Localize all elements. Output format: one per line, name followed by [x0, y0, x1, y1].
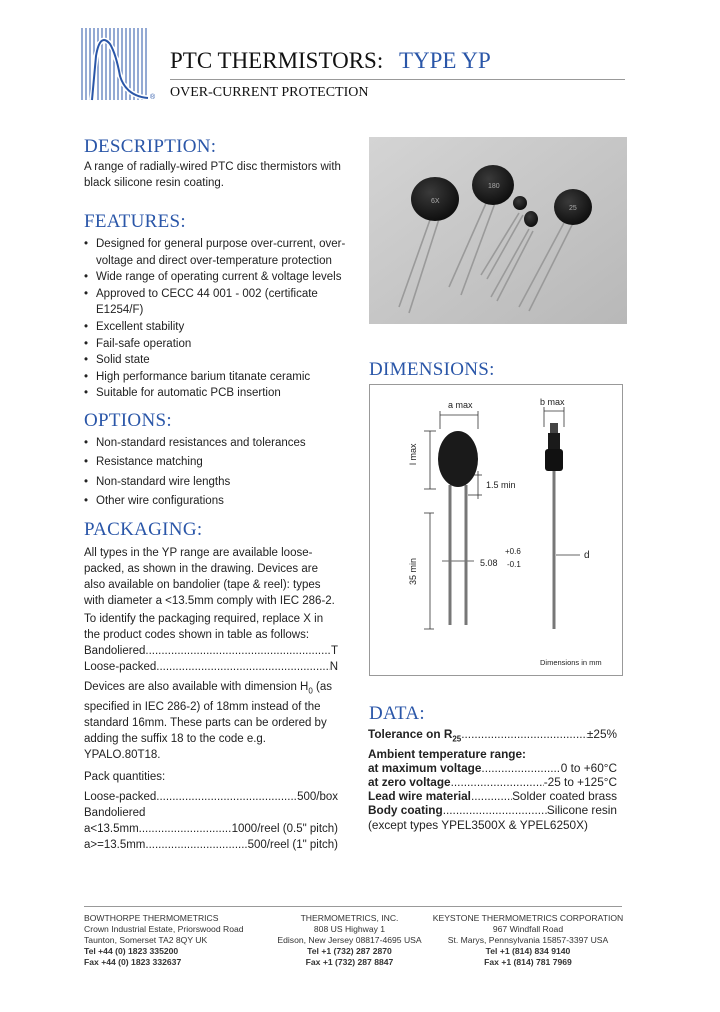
l-max-label: l max — [408, 443, 418, 465]
footer-address-uk — [84, 913, 254, 968]
pack-value: 1000/reel (0.5" pitch) — [231, 823, 338, 836]
footer-line: 808 US Highway 1 — [313, 924, 386, 934]
list-item: • Fail-safe operation — [84, 336, 352, 353]
list-item: • Approved to CECC 44 001 - 002 (certificate E1254/F) — [84, 286, 352, 319]
list-item: • Resistance matching — [84, 453, 352, 472]
para3-text-cont: (as specified in IEC 286-2) of 18mm instead of the standard 16mm. These parts can be ordered by adding the suffix 18 to the code e.g. YPALO.80T18. — [84, 681, 332, 762]
data-value: ±25% — [586, 727, 617, 741]
data-row — [368, 803, 617, 817]
packaging-para-2: To identify the packaging required, replace X in the product codes shown in table as follows: — [84, 613, 324, 641]
logo-registered-mark: ® — [150, 94, 156, 101]
data-label: Ambient temperature range: — [368, 746, 526, 761]
tol-plus-label: +0.6 — [505, 547, 521, 556]
footer-line: Tel +44 (0) 1823 335200 — [84, 946, 179, 956]
footer-company: THERMOMETRICS, INC. — [300, 913, 399, 923]
pack-label: Loose-packed — [84, 791, 157, 804]
data-value: Silicone resin — [546, 803, 617, 818]
data-value: 0 to +60°C — [560, 760, 617, 775]
code-row-loose — [84, 659, 338, 675]
pack-bandoliered-label: Bandoliered — [84, 807, 146, 820]
title-main: PTC THERMISTORS: — [170, 48, 384, 73]
pack-row-large — [84, 837, 338, 853]
pack-row-loose — [84, 789, 338, 805]
list-item: • Non-standard resistances and tolerances — [84, 434, 352, 453]
code-value: T — [330, 645, 338, 657]
b-max-label: b max — [540, 397, 565, 407]
data-value: -25 to +125°C — [543, 774, 617, 789]
code-row-bandoliered — [84, 643, 338, 659]
code-label: Loose-packed — [84, 661, 157, 673]
footer-line: Fax +44 (0) 1823 332637 — [84, 957, 182, 967]
packaging-section — [84, 545, 338, 853]
options-heading: OPTIONS: — [84, 410, 172, 431]
footer-company: KEYSTONE THERMOMETRICS CORPORATION — [432, 913, 624, 923]
product-photo — [369, 137, 627, 324]
disc-label: 6X — [431, 198, 440, 205]
data-row — [368, 789, 617, 803]
data-row — [368, 747, 617, 761]
data-label: at zero voltage — [368, 774, 451, 789]
features-heading: FEATURES: — [84, 211, 186, 232]
footer-address-nj — [262, 913, 437, 968]
options-list — [84, 434, 352, 511]
data-heading: DATA: — [369, 703, 425, 724]
footer-line: St. Marys, Pennsylvania 15857-3397 USA — [447, 935, 609, 945]
code-label: Bandoliered — [84, 645, 146, 657]
footer-company: BOWTHORPE THERMOMETRICS — [84, 913, 219, 923]
pack-quantities-heading: Pack quantities: — [84, 771, 166, 784]
data-row — [368, 727, 617, 747]
dimensions-note: Dimensions in mm — [540, 658, 602, 667]
list-item: • High performance barium titanate ceramic — [84, 369, 352, 386]
pitch-label: 5.08 — [480, 558, 498, 568]
packaging-para-3 — [84, 679, 338, 763]
list-item: • Solid state — [84, 352, 352, 369]
title-rule — [170, 79, 625, 80]
list-item: • Other wire configurations — [84, 492, 352, 511]
pack-label: a<13.5mm — [84, 823, 139, 836]
para3-text: Devices are also available with dimension H — [84, 681, 309, 693]
d-label: d — [584, 550, 590, 561]
tol-minus-label: -0.1 — [507, 560, 521, 569]
footer-line: Tel +1 (814) 834 9140 — [485, 946, 571, 956]
footer-line: Crown Industrial Estate, Priorswood Road — [84, 924, 244, 934]
footer-address-pa — [432, 913, 624, 968]
list-item: • Non-standard wire lengths — [84, 473, 352, 492]
footer-line: Edison, New Jersey 08817-4695 USA — [277, 935, 422, 945]
para3-subscript: 0 — [308, 686, 313, 696]
data-value: Solder coated brass — [512, 789, 617, 804]
title-type: TYPE YP — [398, 48, 491, 73]
logo — [80, 26, 156, 102]
thermistor-curve-icon — [80, 26, 156, 102]
min-35-label: 35 min — [408, 557, 418, 585]
footer-rule — [84, 906, 622, 907]
data-label: at maximum voltage — [368, 760, 482, 775]
list-item: • Suitable for automatic PCB insertion — [84, 385, 352, 402]
thermistor-photo-image — [369, 137, 627, 324]
list-item: • Excellent stability — [84, 319, 352, 336]
dimension-diagram — [370, 385, 622, 675]
features-list — [84, 236, 352, 402]
data-row — [368, 775, 617, 789]
disc-label: 180 — [488, 183, 500, 190]
list-item: • Wide range of operating current & voltage levels — [84, 269, 352, 286]
page-subtitle: OVER-CURRENT PROTECTION — [170, 85, 369, 100]
pack-value: 500/box — [297, 791, 338, 804]
footer-line: Tel +1 (732) 287 2870 — [307, 946, 392, 956]
footer-line: Fax +1 (732) 287 8847 — [305, 957, 394, 967]
a-max-label: a max — [448, 400, 473, 410]
footer-line: Fax +1 (814) 781 7969 — [484, 957, 572, 967]
data-label: Lead wire material — [368, 789, 471, 804]
page-title — [170, 48, 491, 74]
dimensions-drawing — [369, 384, 623, 676]
pack-row-small — [84, 821, 338, 837]
list-item: • Designed for general purpose over-current, over-voltage and direct over-temperature protection — [84, 236, 352, 269]
code-value: N — [329, 661, 338, 673]
disc-label: 25 — [569, 205, 577, 212]
data-label: Tolerance on $R_{25}$ — [368, 727, 462, 744]
min-15-label: 1.5 min — [486, 480, 516, 490]
description-heading: DESCRIPTION: — [84, 136, 217, 157]
packaging-heading: PACKAGING: — [84, 519, 203, 540]
data-label: Body coating — [368, 803, 443, 818]
pack-label: a>=13.5mm — [84, 839, 146, 852]
packaging-para-1: All types in the YP range are available loose-packed, as shown in the drawing. Devices are also available on bandolier (tape & reel): types with diameter a <13.5mm comply with IEC 286-2. — [84, 547, 335, 607]
pack-value: 500/reel (1" pitch) — [247, 839, 338, 852]
footer-line: 967 Windfall Road — [492, 924, 564, 934]
data-table — [368, 727, 617, 832]
footer-line: Taunton, Somerset TA2 8QY UK — [84, 935, 208, 945]
dimensions-heading: DIMENSIONS: — [369, 359, 495, 380]
data-exception: (except types YPEL3500X & YPEL6250X) — [368, 817, 588, 832]
description-text: A range of radially-wired PTC disc thermistors with black silicone resin coating. — [84, 161, 341, 189]
data-row — [368, 761, 617, 775]
